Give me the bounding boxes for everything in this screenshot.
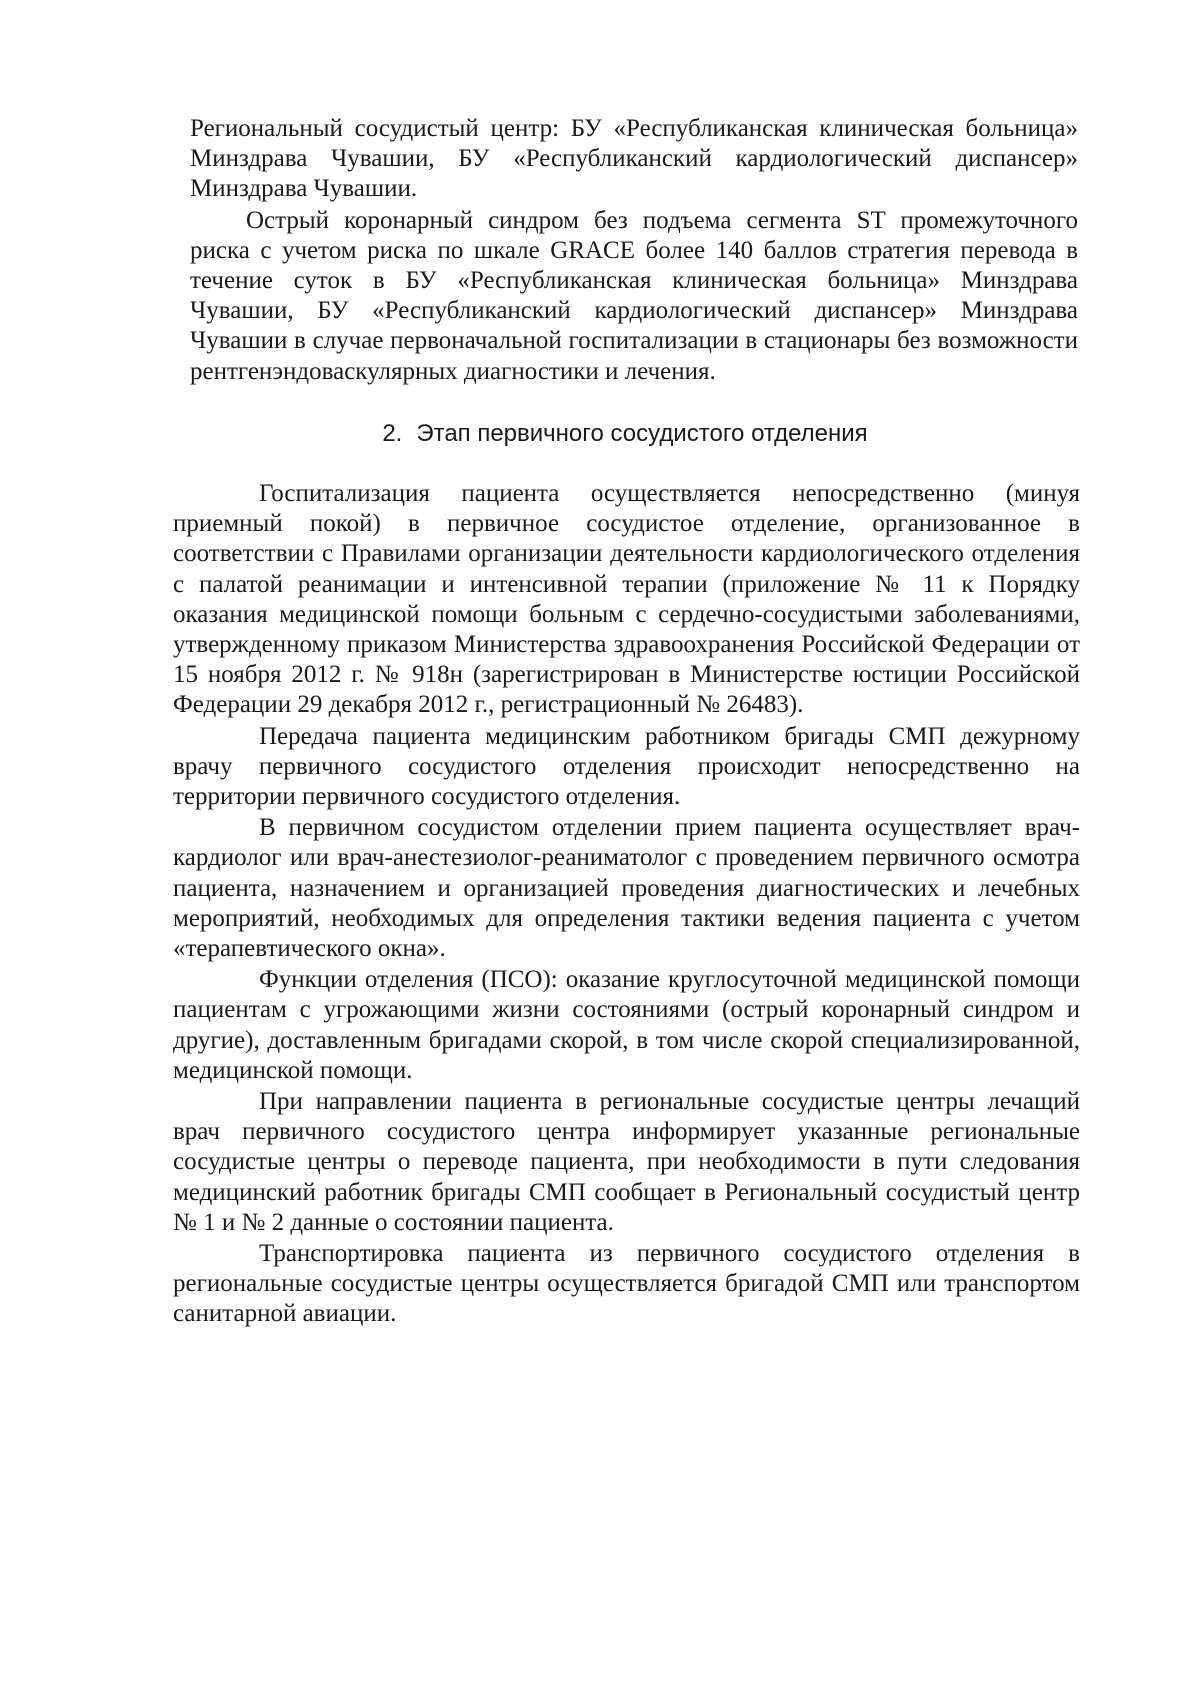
- intro-paragraph-2: Острый коронарный синдром без подъема сегмента ST промежуточного риска с учетом риска по шкале GRACE более 140 баллов стратегия перевода в течение суток в БУ «Республиканская клиническая больница» Минздрава Чувашии, БУ «Республиканский кардиологический диспансер» Минздрава Чувашии в случае первоначальной госпитализации в стационары без возможности рентгенэндоваскулярных диагностики и лечения.: [190, 206, 1078, 385]
- section-body: [173, 478, 1080, 1330]
- section-paragraph-1: Госпитализация пациента осуществляется непосредственно (минуя приемный покой) в первичное сосудистое отделение, организованное в соответствии с Правилами организации деятельности кардиологического отделения с палатой реанимации и интенсивной терапии (приложение № 11 к Порядку оказания медицинской помощи больным с сердечно-сосудистыми заболеваниями, утвержденному приказом Министерства здравоохранения Российской Федерации от 15 ноября 2012 г. № 918н (зарегистрирован в Министерстве юстиции Российской Федерации 29 декабря 2012 г., регистрационный № 26483).: [173, 480, 1080, 719]
- section-paragraph-6: Транспортировка пациента из первичного сосудистого отделения в региональные сосудистые центры осуществляется бригадой СМП или транспортом санитарной авиации.: [173, 1240, 1080, 1328]
- intro-block: [190, 114, 1078, 387]
- section-title: Этап первичного сосудистого отделения: [416, 420, 868, 447]
- section-paragraph-5: При направлении пациента в региональные сосудистые центры лечащий врач первичного сосудистого центра информирует указанные региональные сосудистые центры о переводе пациента, при необходимости в пути следования медицинский работник бригады СМП сообщает в Региональный сосудистый центр № 1 и № 2 данные о состоянии пациента.: [173, 1088, 1080, 1236]
- section-number: 2.: [382, 420, 403, 447]
- section-paragraph-3: В первичном сосудистом отделении прием пациента осуществляет врач-кардиолог или врач-анестезиолог-реаниматолог с проведением первичного осмотра пациента, назначением и организацией проведения диагностических и лечебных мероприятий, необходимых для определения тактики ведения пациента с учетом «терапевтического окна».: [173, 814, 1080, 963]
- section-heading: [190, 419, 1060, 449]
- intro-paragraph-1: Региональный сосудистый центр: БУ «Республиканская клиническая больница» Минздрава Чувашии, БУ «Республиканский кардиологический диспансер» Минздрава Чувашии.: [190, 115, 1078, 203]
- section-paragraph-2: Передача пациента медицинским работником бригады СМП дежурному врачу первичного сосудистого отделения происходит непосредственно на территории первичного сосудистого отделения.: [173, 722, 1080, 811]
- section-paragraph-4: Функции отделения (ПСО): оказание круглосуточной медицинской помощи пациентам с угрожающими жизни состояниями (острый коронарный синдром и другие), доставленным бригадами скорой, в том числе скорой специализированной, медицинской помощи.: [173, 966, 1080, 1084]
